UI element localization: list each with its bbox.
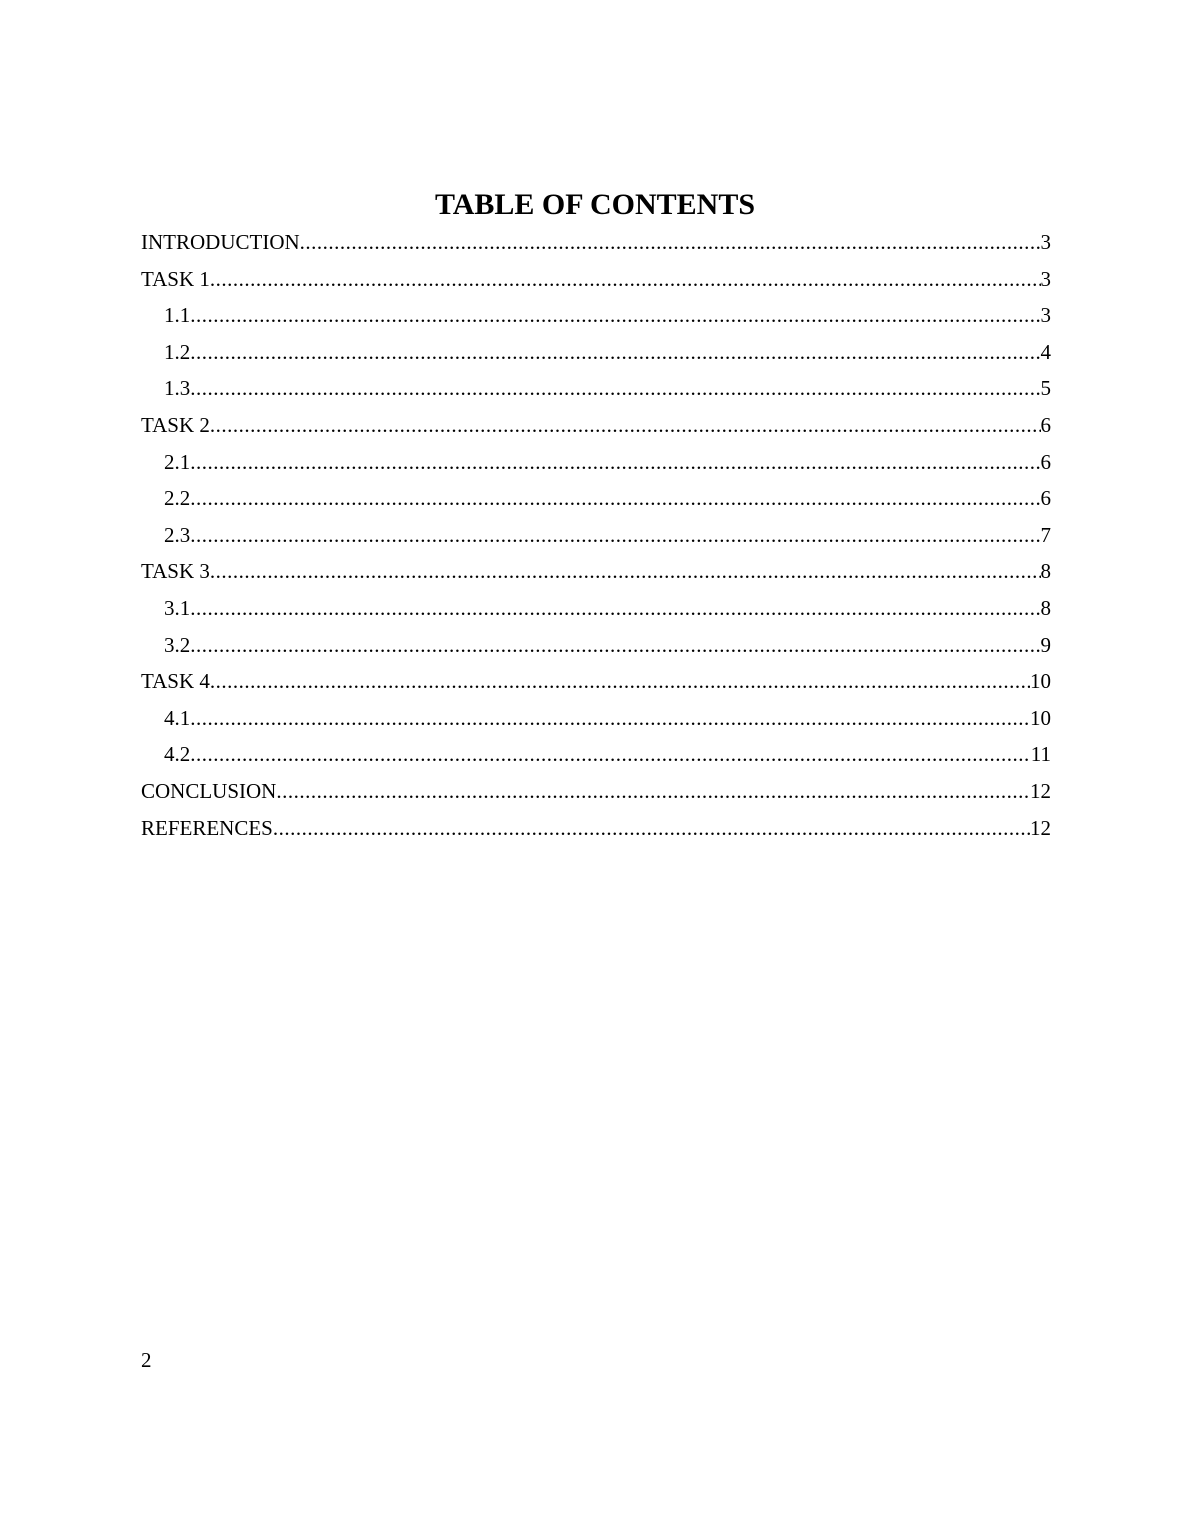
toc-entry-page: 12 (1030, 815, 1051, 840)
toc-entry-page: 7 (1040, 522, 1051, 547)
toc-entry-2-3[interactable] (141, 517, 1051, 554)
toc-entry-2-2[interactable] (141, 480, 1051, 517)
toc-entry-1-1[interactable] (141, 297, 1051, 334)
toc-title: TABLE OF CONTENTS (434, 188, 756, 221)
toc-entry-conclusion[interactable] (141, 773, 1051, 810)
toc-entry-3-2[interactable] (141, 627, 1051, 664)
toc-dot-leader (190, 736, 1031, 773)
toc-dot-leader (190, 517, 1040, 554)
toc-entry-label: 4.1 (164, 705, 191, 730)
toc-entry-1-2[interactable] (141, 334, 1051, 371)
toc-dot-leader (276, 773, 1030, 810)
toc-entry-label: TASK 3 (141, 559, 210, 584)
toc-entry-page: 8 (1040, 559, 1051, 584)
toc-entry-references[interactable] (141, 810, 1051, 847)
toc-dot-leader (190, 627, 1040, 664)
toc-entry-page: 11 (1030, 742, 1051, 767)
toc-entry-page: 3 (1040, 303, 1051, 328)
toc-entry-task-1[interactable] (141, 261, 1051, 298)
toc-entry-label: INTRODUCTION (141, 230, 300, 254)
toc-entry-label: TASK 2 (141, 412, 210, 437)
toc-entry-page: 9 (1040, 632, 1051, 657)
toc-entry-label: 1.3 (164, 376, 191, 401)
toc-entry-task-3[interactable] (141, 553, 1051, 590)
toc-entry-page: 6 (1040, 412, 1051, 437)
toc-dot-leader (190, 590, 1040, 627)
toc-dot-leader (190, 334, 1040, 371)
toc-dot-leader (210, 663, 1030, 700)
toc-list (141, 224, 1051, 846)
toc-entry-page: 3 (1040, 266, 1051, 291)
toc-dot-leader (300, 224, 1041, 261)
page-number: 2 (141, 1348, 152, 1372)
toc-entry-label: 3.1 (164, 595, 191, 620)
toc-entry-label: 2.3 (164, 522, 191, 547)
toc-dot-leader (190, 700, 1030, 737)
toc-dot-leader (210, 407, 1041, 444)
toc-dot-leader (210, 553, 1041, 590)
toc-dot-leader (190, 370, 1040, 407)
toc-entry-label: 4.2 (164, 742, 191, 767)
toc-dot-leader (190, 297, 1040, 334)
toc-entry-page: 4 (1040, 339, 1051, 364)
toc-dot-leader (190, 480, 1040, 517)
toc-entry-3-1[interactable] (141, 590, 1051, 627)
toc-entry-page: 8 (1040, 595, 1051, 620)
toc-entry-task-4[interactable] (141, 663, 1051, 700)
toc-entry-label: TASK 4 (141, 669, 210, 694)
toc-entry-page: 10 (1030, 669, 1051, 694)
toc-entry-label: REFERENCES (141, 815, 273, 840)
toc-dot-leader (190, 444, 1040, 481)
toc-entry-task-2[interactable] (141, 407, 1051, 444)
toc-entry-page: 10 (1030, 705, 1051, 730)
toc-entry-page: 5 (1040, 376, 1051, 401)
toc-entry-page: 6 (1040, 486, 1051, 511)
toc-entry-label: TASK 1 (141, 266, 210, 291)
toc-entry-4-2[interactable] (141, 736, 1051, 773)
toc-entry-page: 12 (1030, 778, 1051, 803)
toc-entry-introduction[interactable] (141, 224, 1051, 261)
toc-entry-2-1[interactable] (141, 444, 1051, 481)
toc-dot-leader (210, 261, 1041, 298)
toc-entry-1-3[interactable] (141, 370, 1051, 407)
toc-entry-label: 2.2 (164, 486, 191, 511)
toc-entry-label: CONCLUSION (141, 778, 277, 803)
toc-entry-label: 3.2 (164, 632, 191, 657)
toc-entry-page: 3 (1040, 230, 1051, 254)
toc-entry-page: 6 (1040, 449, 1051, 474)
toc-entry-4-1[interactable] (141, 700, 1051, 737)
toc-entry-label: 2.1 (164, 449, 191, 474)
toc-dot-leader (273, 810, 1030, 847)
toc-entry-label: 1.1 (164, 303, 191, 328)
toc-entry-label: 1.2 (164, 339, 191, 364)
